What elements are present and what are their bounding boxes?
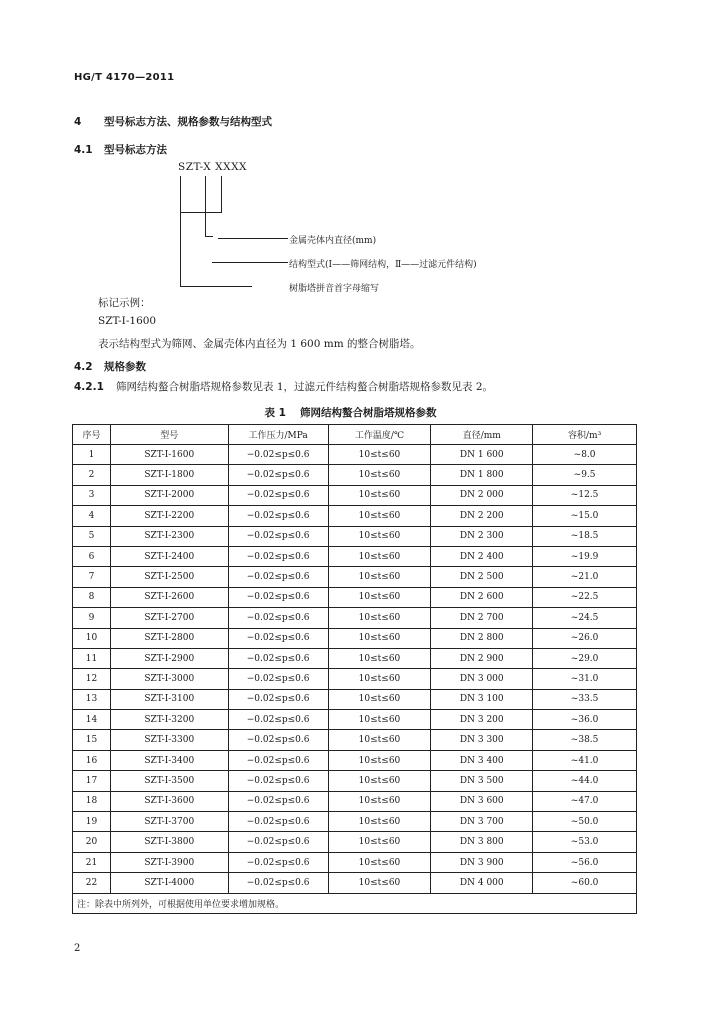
table-row: [73, 608, 637, 628]
cell-diameter: DN 2 400: [431, 546, 533, 566]
label-structure: 结构型式(Ⅰ——筛网结构，Ⅱ——过滤元件结构): [289, 260, 477, 270]
cell-diameter: DN 3 000: [431, 669, 533, 689]
cell-model: SZT-Ⅰ-2200: [110, 506, 228, 526]
bracket-line: [180, 212, 222, 213]
cell-model: SZT-Ⅰ-2500: [110, 567, 228, 587]
table-caption-title: 筛网结构螯合树脂塔规格参数: [299, 407, 437, 419]
cell-working-temperature: 10≤t≤60: [328, 628, 431, 648]
cell-volume: ~50.0: [533, 812, 637, 832]
bracket-line: [218, 238, 288, 239]
section-title: 规格参数: [104, 361, 146, 373]
cell-working-pressure: −0.02≤p≤0.6: [228, 445, 328, 465]
cell-diameter: DN 2 900: [431, 648, 533, 668]
table-row: [73, 445, 637, 465]
label-abbreviation: 树脂塔拼音首字母缩写: [289, 284, 380, 294]
cell-row-number: 2: [73, 465, 111, 485]
cell-diameter: DN 3 300: [431, 730, 533, 750]
cell-working-pressure: −0.02≤p≤0.6: [228, 750, 328, 770]
cell-working-pressure: −0.02≤p≤0.6: [228, 465, 328, 485]
cell-row-number: 13: [73, 689, 111, 709]
table-row: [73, 730, 637, 750]
cell-row-number: 20: [73, 832, 111, 852]
cell-diameter: DN 3 900: [431, 852, 533, 872]
cell-row-number: 8: [73, 587, 111, 607]
table-caption: [0, 405, 701, 420]
cell-working-temperature: 10≤t≤60: [328, 587, 431, 607]
cell-volume: ~60.0: [533, 873, 637, 893]
cell-model: SZT-Ⅰ-3300: [110, 730, 228, 750]
cell-working-temperature: 10≤t≤60: [328, 832, 431, 852]
column-header: 工作压力/MPa: [228, 425, 328, 445]
cell-row-number: 17: [73, 771, 111, 791]
cell-diameter: DN 2 200: [431, 506, 533, 526]
column-header: 序号: [73, 425, 111, 445]
cell-row-number: 4: [73, 506, 111, 526]
example-code: SZT-Ⅰ-1600: [98, 315, 157, 327]
cell-volume: ~56.0: [533, 852, 637, 872]
cell-working-pressure: −0.02≤p≤0.6: [228, 812, 328, 832]
cell-working-temperature: 10≤t≤60: [328, 873, 431, 893]
spec-table: [72, 424, 637, 914]
cell-diameter: DN 2 300: [431, 526, 533, 546]
table-row: [73, 485, 637, 505]
cell-working-temperature: 10≤t≤60: [328, 608, 431, 628]
cell-model: SZT-Ⅰ-3700: [110, 812, 228, 832]
cell-row-number: 5: [73, 526, 111, 546]
cell-diameter: DN 2 000: [431, 485, 533, 505]
cell-model: SZT-Ⅰ-2800: [110, 628, 228, 648]
cell-model: SZT-Ⅰ-4000: [110, 873, 228, 893]
cell-row-number: 3: [73, 485, 111, 505]
table-row: [73, 750, 637, 770]
cell-diameter: DN 2 500: [431, 567, 533, 587]
table-row: [73, 567, 637, 587]
table-row: [73, 852, 637, 872]
section-title: 型号标志方法、规格参数与结构型式: [104, 116, 272, 128]
table-header-row: [73, 425, 637, 445]
cell-volume: ~22.5: [533, 587, 637, 607]
paragraph-text: 筛网结构螯合树脂塔规格参数见表 1，过滤元件结构螯合树脂塔规格参数见表 2。: [116, 381, 494, 393]
cell-diameter: DN 4 000: [431, 873, 533, 893]
cell-volume: ~41.0: [533, 750, 637, 770]
cell-working-temperature: 10≤t≤60: [328, 730, 431, 750]
cell-working-pressure: −0.02≤p≤0.6: [228, 546, 328, 566]
cell-diameter: DN 1 600: [431, 445, 533, 465]
cell-working-temperature: 10≤t≤60: [328, 750, 431, 770]
cell-working-pressure: −0.02≤p≤0.6: [228, 669, 328, 689]
cell-working-pressure: −0.02≤p≤0.6: [228, 506, 328, 526]
cell-model: SZT-Ⅰ-3900: [110, 852, 228, 872]
cell-working-pressure: −0.02≤p≤0.6: [228, 628, 328, 648]
cell-model: SZT-Ⅰ-2000: [110, 485, 228, 505]
section-number: 4: [74, 116, 82, 128]
model-code: SZT-X XXXX: [178, 161, 248, 173]
cell-model: SZT-Ⅰ-2400: [110, 546, 228, 566]
cell-model: SZT-Ⅰ-3400: [110, 750, 228, 770]
table-row: [73, 791, 637, 811]
bracket-line: [180, 286, 252, 287]
bracket-line: [205, 176, 206, 236]
column-header: 容积/m³: [533, 425, 637, 445]
cell-working-temperature: 10≤t≤60: [328, 689, 431, 709]
cell-working-temperature: 10≤t≤60: [328, 791, 431, 811]
cell-model: SZT-Ⅰ-3600: [110, 791, 228, 811]
column-header: 型号: [110, 425, 228, 445]
bracket-line: [180, 176, 181, 286]
cell-row-number: 12: [73, 669, 111, 689]
cell-working-temperature: 10≤t≤60: [328, 710, 431, 730]
cell-row-number: 18: [73, 791, 111, 811]
cell-volume: ~44.0: [533, 771, 637, 791]
table-row: [73, 873, 637, 893]
cell-diameter: DN 3 600: [431, 791, 533, 811]
section-number: 4.2.1: [74, 381, 104, 393]
cell-working-pressure: −0.02≤p≤0.6: [228, 873, 328, 893]
cell-working-pressure: −0.02≤p≤0.6: [228, 648, 328, 668]
cell-diameter: DN 3 100: [431, 689, 533, 709]
cell-working-pressure: −0.02≤p≤0.6: [228, 587, 328, 607]
cell-working-temperature: 10≤t≤60: [328, 526, 431, 546]
cell-diameter: DN 3 500: [431, 771, 533, 791]
bracket-line: [205, 236, 213, 237]
cell-working-temperature: 10≤t≤60: [328, 465, 431, 485]
cell-volume: ~36.0: [533, 710, 637, 730]
cell-diameter: DN 1 800: [431, 465, 533, 485]
cell-volume: ~38.5: [533, 730, 637, 750]
table-row: [73, 832, 637, 852]
cell-row-number: 11: [73, 648, 111, 668]
cell-working-temperature: 10≤t≤60: [328, 648, 431, 668]
cell-volume: ~8.0: [533, 445, 637, 465]
cell-model: SZT-Ⅰ-2700: [110, 608, 228, 628]
cell-working-pressure: −0.02≤p≤0.6: [228, 526, 328, 546]
cell-working-temperature: 10≤t≤60: [328, 506, 431, 526]
bracket-line: [221, 176, 222, 212]
cell-row-number: 21: [73, 852, 111, 872]
section-4-2-1-paragraph: [74, 379, 493, 394]
column-header: 工作温度/℃: [328, 425, 431, 445]
cell-diameter: DN 2 600: [431, 587, 533, 607]
page-number: 2: [74, 943, 81, 954]
cell-working-pressure: −0.02≤p≤0.6: [228, 791, 328, 811]
table-row: [73, 689, 637, 709]
cell-volume: ~21.0: [533, 567, 637, 587]
cell-row-number: 14: [73, 710, 111, 730]
cell-volume: ~9.5: [533, 465, 637, 485]
table-row: [73, 812, 637, 832]
cell-volume: ~33.5: [533, 689, 637, 709]
cell-working-temperature: 10≤t≤60: [328, 852, 431, 872]
cell-working-temperature: 10≤t≤60: [328, 567, 431, 587]
cell-model: SZT-Ⅰ-3100: [110, 689, 228, 709]
cell-working-temperature: 10≤t≤60: [328, 485, 431, 505]
cell-row-number: 7: [73, 567, 111, 587]
table-note: 注：除表中所列外，可根据使用单位要求增加规格。: [73, 893, 637, 913]
table-caption-number: 表 1: [264, 407, 286, 419]
cell-model: SZT-Ⅰ-2900: [110, 648, 228, 668]
cell-volume: ~12.5: [533, 485, 637, 505]
cell-volume: ~24.5: [533, 608, 637, 628]
column-header: 直径/mm: [431, 425, 533, 445]
cell-model: SZT-Ⅰ-3200: [110, 710, 228, 730]
cell-row-number: 10: [73, 628, 111, 648]
cell-diameter: DN 3 800: [431, 832, 533, 852]
cell-row-number: 19: [73, 812, 111, 832]
table-row: [73, 546, 637, 566]
table-row: [73, 648, 637, 668]
cell-volume: ~18.5: [533, 526, 637, 546]
cell-working-pressure: −0.02≤p≤0.6: [228, 771, 328, 791]
table-note-row: [73, 893, 637, 913]
section-number: 4.1: [74, 144, 93, 156]
cell-row-number: 6: [73, 546, 111, 566]
cell-volume: ~53.0: [533, 832, 637, 852]
cell-working-pressure: −0.02≤p≤0.6: [228, 832, 328, 852]
section-4-heading: [74, 114, 272, 129]
cell-working-pressure: −0.02≤p≤0.6: [228, 730, 328, 750]
cell-volume: ~26.0: [533, 628, 637, 648]
cell-model: SZT-Ⅰ-3000: [110, 669, 228, 689]
cell-row-number: 16: [73, 750, 111, 770]
standard-number: HG/T 4170—2011: [74, 72, 175, 83]
cell-working-pressure: −0.02≤p≤0.6: [228, 608, 328, 628]
cell-row-number: 9: [73, 608, 111, 628]
cell-model: SZT-Ⅰ-1600: [110, 445, 228, 465]
cell-volume: ~47.0: [533, 791, 637, 811]
cell-volume: ~29.0: [533, 648, 637, 668]
cell-working-pressure: −0.02≤p≤0.6: [228, 485, 328, 505]
cell-diameter: DN 3 700: [431, 812, 533, 832]
label-diameter: 金属壳体内直径(mm): [289, 236, 377, 246]
cell-working-pressure: −0.02≤p≤0.6: [228, 852, 328, 872]
cell-row-number: 22: [73, 873, 111, 893]
section-4-1-heading: [74, 142, 167, 157]
section-4-2-heading: [74, 359, 146, 374]
cell-diameter: DN 2 700: [431, 608, 533, 628]
cell-working-temperature: 10≤t≤60: [328, 669, 431, 689]
cell-working-pressure: −0.02≤p≤0.6: [228, 710, 328, 730]
cell-model: SZT-Ⅰ-2300: [110, 526, 228, 546]
bracket-line: [212, 262, 288, 263]
table-row: [73, 465, 637, 485]
table-row: [73, 587, 637, 607]
cell-working-temperature: 10≤t≤60: [328, 812, 431, 832]
table-row: [73, 526, 637, 546]
cell-volume: ~15.0: [533, 506, 637, 526]
cell-working-temperature: 10≤t≤60: [328, 771, 431, 791]
cell-diameter: DN 3 400: [431, 750, 533, 770]
cell-model: SZT-Ⅰ-1800: [110, 465, 228, 485]
example-title: 标记示例：: [98, 297, 151, 309]
table-row: [73, 710, 637, 730]
cell-working-pressure: −0.02≤p≤0.6: [228, 689, 328, 709]
table-row: [73, 628, 637, 648]
cell-working-temperature: 10≤t≤60: [328, 546, 431, 566]
section-title: 型号标志方法: [104, 144, 167, 156]
cell-working-pressure: −0.02≤p≤0.6: [228, 567, 328, 587]
cell-volume: ~19.9: [533, 546, 637, 566]
example-description: 表示结构型式为筛网、金属壳体内直径为 1 600 mm 的整合树脂塔。: [98, 338, 421, 350]
cell-model: SZT-Ⅰ-3800: [110, 832, 228, 852]
cell-volume: ~31.0: [533, 669, 637, 689]
cell-model: SZT-Ⅰ-2600: [110, 587, 228, 607]
cell-model: SZT-Ⅰ-3500: [110, 771, 228, 791]
cell-diameter: DN 2 800: [431, 628, 533, 648]
table-row: [73, 506, 637, 526]
cell-row-number: 15: [73, 730, 111, 750]
cell-row-number: 1: [73, 445, 111, 465]
cell-working-temperature: 10≤t≤60: [328, 445, 431, 465]
section-number: 4.2: [74, 361, 93, 373]
table-row: [73, 669, 637, 689]
cell-diameter: DN 3 200: [431, 710, 533, 730]
table-row: [73, 771, 637, 791]
